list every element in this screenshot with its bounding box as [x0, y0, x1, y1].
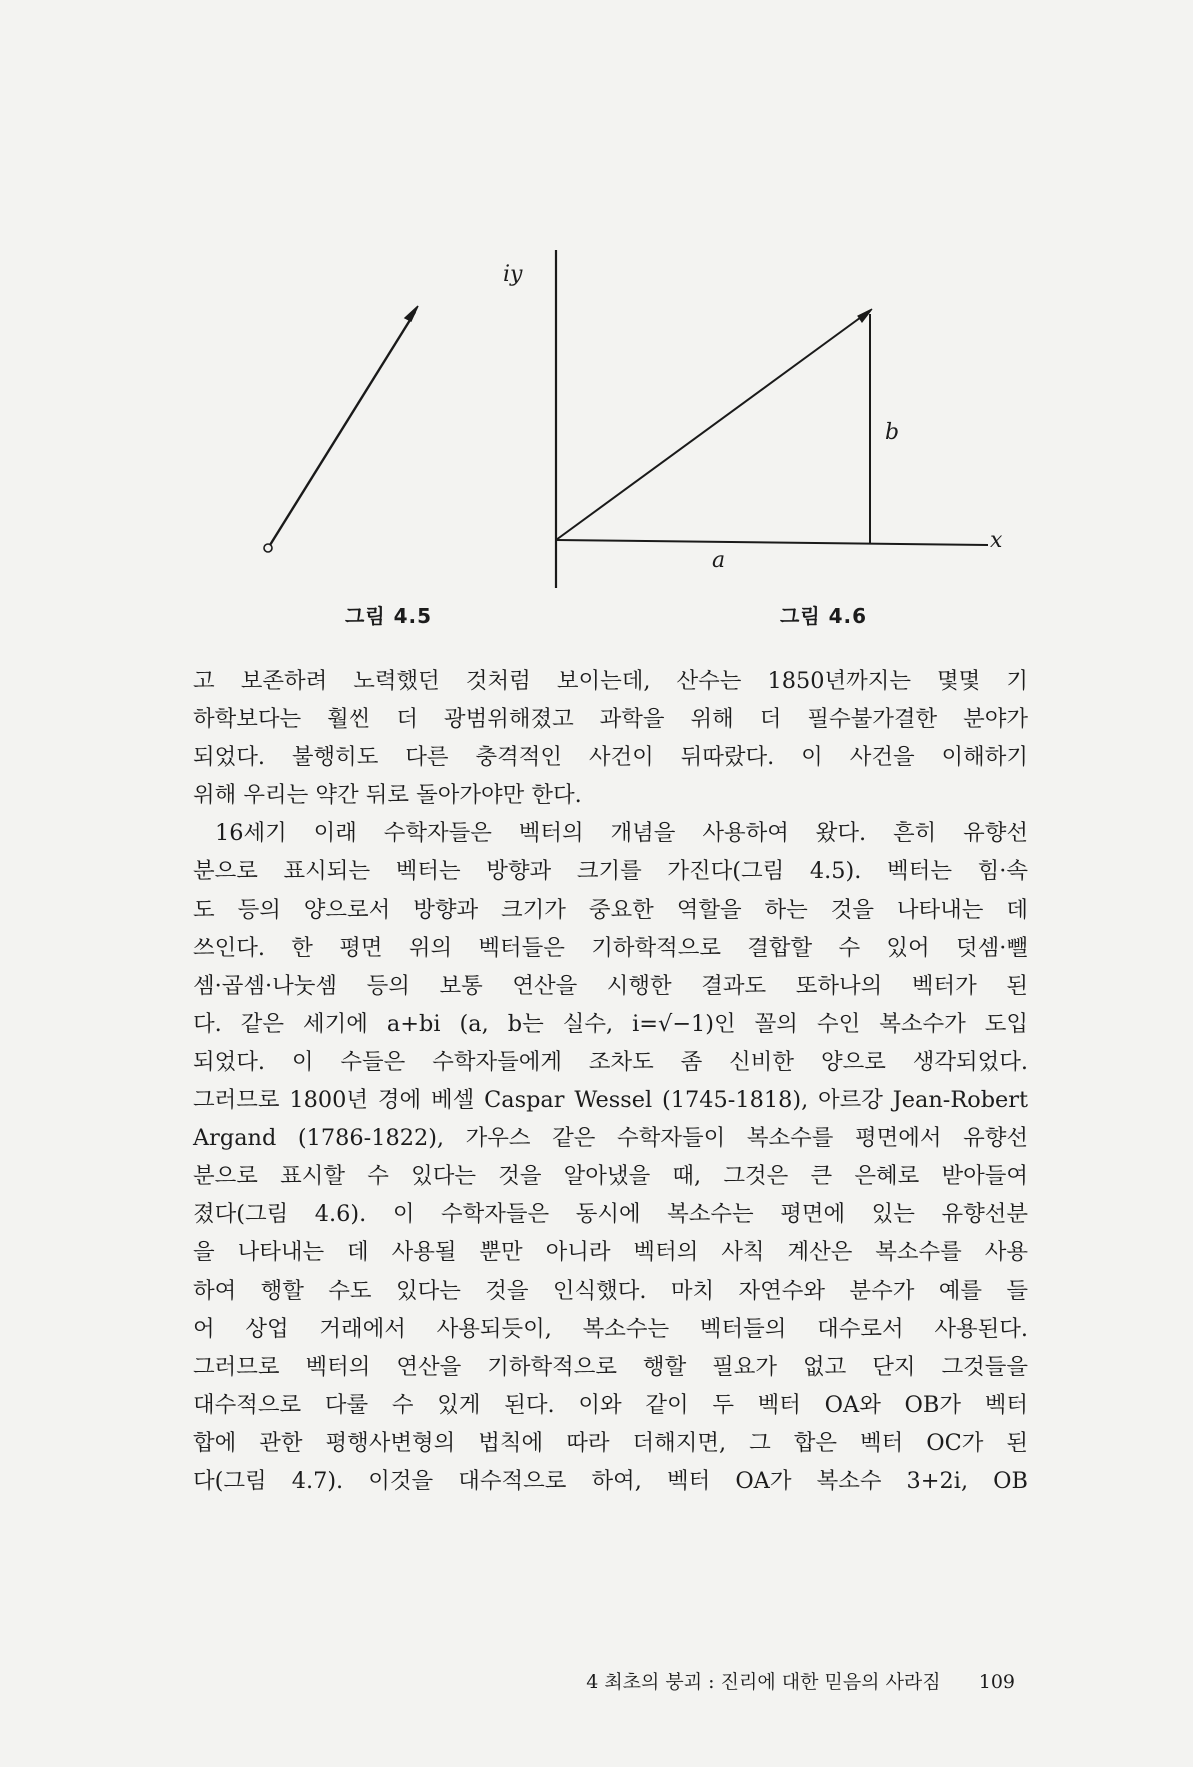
text-line: 쓰인다. 한 평면 위의 벡터들은 기하학적으로 결합할 수 있어 덧셈·뺄: [193, 934, 1028, 961]
text-line: 분으로 표시할 수 있다는 것을 알아냈을 때, 그것은 큰 은혜로 받아들여: [193, 1163, 1028, 1190]
text-line: 도 등의 양으로서 방향과 크기가 중요한 역할을 하는 것을 나타내는 데: [193, 896, 1028, 923]
text-line: 합에 관한 평행사변형의 법칙에 따라 더해지면, 그 합은 벡터 OC가 된: [193, 1429, 1028, 1456]
text-line: 분으로 표시되는 벡터는 방향과 크기를 가진다(그림 4.5). 벡터는 힘·속: [193, 858, 1028, 885]
figures-area: [0, 0, 1193, 640]
body-text: [193, 662, 1028, 1500]
text-line: 하여 행할 수도 있다는 것을 인식했다. 마치 자연수와 분수가 예를 들: [193, 1277, 1028, 1304]
real-axis-label: x: [990, 528, 1003, 553]
figure-4-6-complex-plane: [556, 250, 988, 588]
text-line: 되었다. 이 수들은 수학자들에게 조차도 좀 신비한 양으로 생각되었다.: [193, 1048, 1028, 1075]
figure-4-5-caption: 그림 4.5: [345, 604, 433, 628]
running-head: 4 최초의 붕괴 : 진리에 대한 믿음의 사라짐: [586, 1671, 941, 1693]
text-line: 어 상업 거래에서 사용되듯이, 복소수는 벡터들의 대수로서 사용된다.: [193, 1315, 1028, 1342]
text-line: 고 보존하려 노력했던 것처럼 보이는데, 산수는 1850년까지는 몇몇 기: [193, 668, 1028, 694]
text-line: 그러므로 1800년 경에 베셀 Caspar Wessel (1745-1818), 아르강 Jean-Robert: [193, 1087, 1028, 1114]
imaginary-axis-label: iy: [503, 262, 523, 287]
text-line: 위해 우리는 약간 뒤로 돌아가야만 한다.: [193, 782, 582, 809]
text-line: Argand (1786-1822), 가우스 같은 수학자들이 복소수를 평면에서 유향선: [193, 1125, 1028, 1152]
text-line: 셈·곱셈·나눗셈 등의 보통 연산을 시행한 결과도 또하나의 벡터가 된: [193, 972, 1028, 999]
text-line: 되었다. 불행히도 다른 충격적인 사건이 뒤따랐다. 이 사건을 이해하기: [193, 744, 1028, 771]
text-line: 하학보다는 훨씬 더 광범위해졌고 과학을 위해 더 필수불가결한 분야가: [193, 706, 1028, 733]
text-line: 그러므로 벡터의 연산을 기하학적으로 행할 필요가 없고 단지 그것들을: [193, 1353, 1028, 1380]
vector-origin-point: [264, 544, 272, 552]
text-line: 졌다(그림 4.6). 이 수학자들은 동시에 복소수는 평면에 있는 유향선분: [193, 1201, 1028, 1228]
page-number: 109: [978, 1671, 1015, 1693]
real-axis: [556, 540, 988, 545]
page-footer: [495, 1667, 1015, 1694]
text-line: 다(그림 4.7). 이것을 대수적으로 하여, 벡터 OA가 복소수 3+2i, OB: [193, 1467, 1028, 1494]
vector-arrowhead: [405, 306, 418, 321]
text-line: 다. 같은 세기에 a+bi (a, b는 실수, i=√−1)인 꼴의 수인 복소수가 도입: [193, 1010, 1028, 1037]
figures-drawing: [0, 0, 1193, 640]
text-line: 을 나타내는 데 사용될 뿐만 아니라 벡터의 사칙 계산은 복소수를 사용: [193, 1239, 1028, 1266]
vector-shaft: [270, 312, 415, 545]
complex-vector: [556, 312, 868, 540]
figure-4-6-caption: 그림 4.6: [780, 604, 868, 628]
horizontal-component-label: a: [712, 548, 726, 573]
figure-4-5-vector: [264, 306, 418, 552]
text-line: 16세기 이래 수학자들은 벡터의 개념을 사용하여 왔다. 흔히 유향선: [215, 820, 1028, 847]
vertical-component-label: b: [885, 420, 900, 445]
text-line: 대수적으로 다룰 수 있게 된다. 이와 같이 두 벡터 OA와 OB가 벡터: [193, 1391, 1028, 1418]
